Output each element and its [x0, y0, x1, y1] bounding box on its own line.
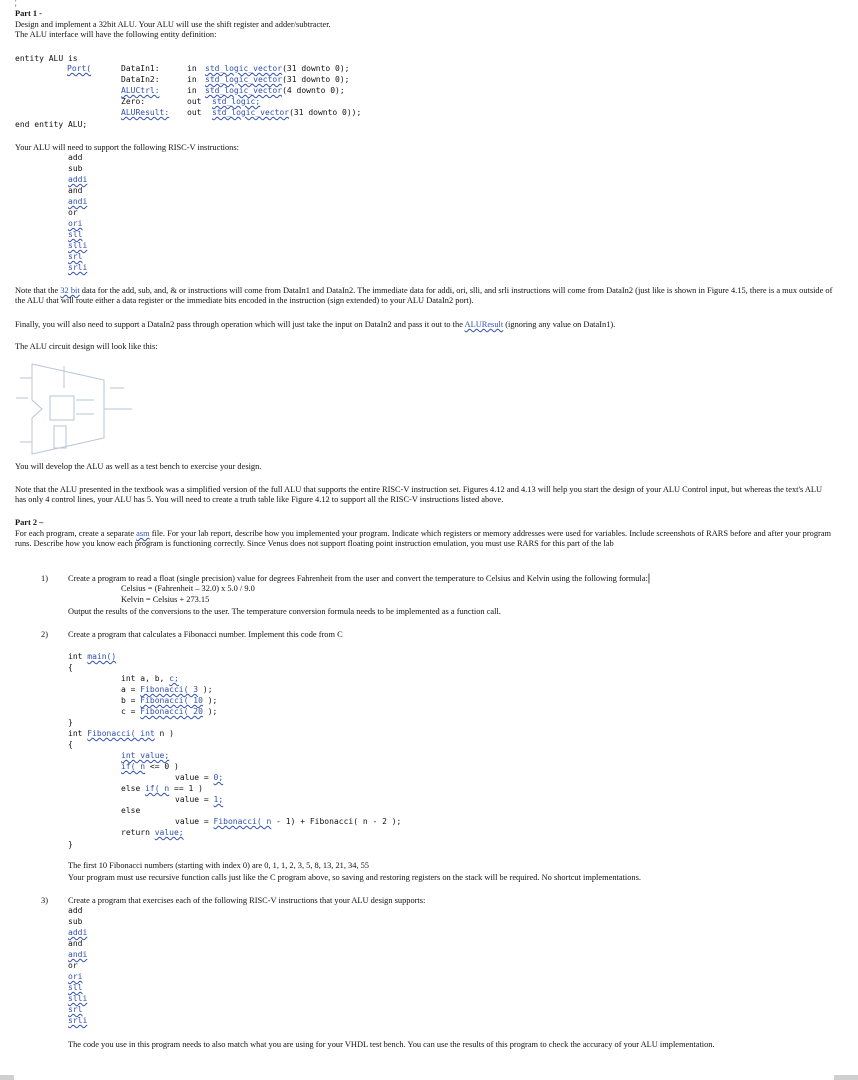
entity-type-rest: (31 downto 0);	[282, 75, 350, 84]
code-return	[121, 828, 184, 837]
code-text: value =	[175, 817, 214, 826]
code-brace: }	[68, 718, 73, 727]
entity-row-name: Zero:	[121, 97, 146, 106]
entity-type-rest: (31 downto 0));	[289, 108, 362, 117]
entity-row-type	[212, 108, 361, 117]
code-else-if	[121, 784, 203, 793]
code-recursive	[175, 817, 401, 826]
text-cursor-icon: |	[647, 572, 651, 584]
instruction-item: andi	[68, 197, 88, 206]
item2-number: 2)	[41, 630, 48, 639]
code-flagged: Fibonacci( n	[213, 817, 272, 826]
cursor-mark: ¦	[15, 0, 17, 7]
instruction-item: add	[68, 153, 83, 162]
instruction-item: and	[68, 186, 83, 195]
instruction-item: addi	[68, 175, 88, 184]
instruction-item: addi	[68, 928, 88, 937]
code-else: else	[121, 806, 141, 815]
code-flagged: 1;	[213, 795, 224, 804]
entity-close: end entity ALU;	[15, 120, 88, 129]
code-text: c =	[121, 707, 141, 716]
finally-text: Finally, you will also need to support a DataIn2 pass through operation which will just take the input on DataIn2 and pass it out to the	[15, 320, 465, 329]
scrollbar-left[interactable]	[0, 1075, 14, 1080]
entity-row-dir: out	[187, 97, 202, 106]
entity-type-rest: (31 downto 0);	[282, 64, 350, 73]
note-flagged-word: 32 bit	[60, 286, 80, 295]
code-text: n )	[154, 729, 174, 738]
code-flagged: if( n	[121, 762, 146, 771]
code-flagged: Fibonacci( int	[87, 729, 155, 738]
note-text: data for the add, sub, and, & or instructions will come from DataIn1 and DataIn2. The immediate data for addi, ori, slli, and srli instructions will come from DataIn2 (just like is shown in Figure 4.15, there is a mux outside of the ALU that will route either a data register or the immediate bits encoded in the instruction (sign extended) to your ALU DataIn2 port).	[15, 286, 833, 305]
entity-row-dir: in	[187, 64, 197, 73]
code-int-value: int value;	[121, 751, 170, 760]
part2-intro-text: file. For your lab report, describe how you implemented your program. Indicate which registers or memory addresses were used for variables. Include screenshots of RARS before and after your program runs. Describe how you know each program is functioning correctly. Since Venus does not support floating point instruction emulation, you must use RARS for this part of the lab	[15, 529, 832, 548]
instruction-item: sub	[68, 164, 83, 173]
formula-kelvin: Kelvin = Celsius + 273.15	[121, 595, 210, 604]
code-text: <= 0 )	[145, 762, 179, 771]
code-text: );	[202, 707, 218, 716]
instruction-item: slli	[68, 241, 88, 250]
code-brace: }	[68, 840, 73, 849]
code-value-0	[175, 773, 223, 782]
code-value-1	[175, 795, 223, 804]
formula-celsius: Celsius = (Fahrenheit – 32.0) x 5.0 / 9.0	[121, 584, 255, 593]
entity-type-a: std_logic_vector	[212, 108, 290, 117]
part2-intro	[15, 529, 835, 549]
part1-intro-2: The ALU interface will have the following entity definition:	[15, 30, 217, 39]
code-text: value =	[175, 795, 214, 804]
code-text: return	[121, 828, 155, 837]
code-text: == 1 )	[169, 784, 203, 793]
code-brace: {	[68, 663, 73, 672]
entity-type-a: std_logic_vector	[205, 75, 283, 84]
instruction-item: srli	[68, 263, 88, 272]
part2-intro-text: For each program, create a separate	[15, 529, 137, 538]
code-flagged: main()	[87, 652, 117, 661]
instruction-item: sll	[68, 983, 83, 992]
code-line-b	[121, 696, 217, 705]
part1-intro-1: Design and implement a 32bit ALU. Your ALU will use the shift register and adder/subtracter.	[15, 20, 331, 29]
support-line: Your ALU will need to support the following RISC-V instructions:	[15, 143, 239, 152]
circuit-line: The ALU circuit design will look like this:	[15, 342, 158, 351]
entity-type-a: std_logic_vector	[205, 64, 283, 73]
alu-shape	[32, 364, 104, 454]
instruction-item: slli	[68, 994, 88, 1003]
code-flagged: c;	[169, 674, 179, 683]
note-text: Note that the	[15, 286, 61, 295]
alu-circuit-diagram	[14, 358, 134, 460]
entity-row-name: ALUResult:	[121, 108, 170, 117]
code-text: b =	[121, 696, 141, 705]
item3-closing: The code you use in this program needs to also match what you are using for your VHDL test bench. You can use the results of this program to check the accuracy of your ALU implementation.	[68, 1040, 715, 1049]
entity-type-rest: (4 downto 0);	[282, 86, 345, 95]
item1-number: 1)	[41, 574, 48, 583]
code-flagged: 0;	[213, 773, 224, 782]
entity-row-dir: in	[187, 86, 197, 95]
alu-inner-block	[50, 396, 74, 420]
entity-open: entity ALU is	[15, 54, 78, 63]
note-paragraph-1	[15, 286, 835, 306]
port-keyword: Port(	[67, 64, 92, 73]
instruction-item: ori	[68, 219, 83, 228]
code-text: int a, b,	[121, 674, 170, 683]
code-text: int	[68, 652, 88, 661]
instruction-item: srli	[68, 1016, 88, 1025]
code-brace: {	[68, 740, 73, 749]
instruction-item: srl	[68, 1005, 83, 1014]
code-text: );	[202, 696, 218, 705]
code-line-c	[121, 707, 217, 716]
alu-diagram-svg	[14, 358, 134, 460]
entity-row-dir: in	[187, 75, 197, 84]
code-fib-signature	[68, 729, 174, 738]
instruction-item: ori	[68, 972, 83, 981]
item1-output-line: Output the results of the conversions to the user. The temperature conversion formula needs to be implemented as a function call.	[68, 607, 501, 616]
code-flagged: Fibonacci( 3	[140, 685, 199, 694]
item1-text-span: Create a program to read a float (single precision) value for degrees Fahrenheit from the user and convert the temperature to Celsius and Kelvin using the following formula:	[68, 574, 648, 583]
code-main-signature	[68, 652, 116, 661]
code-flagged: Fibonacci( 20	[140, 707, 203, 716]
code-flagged: value;	[154, 828, 184, 837]
alu-mux	[54, 426, 66, 448]
instruction-item: or	[68, 208, 78, 217]
note-paragraph-2: Note that the ALU presented in the textbook was a simplified version of the full ALU that supports the entire RISC-V instruction set. Figures 4.12 and 4.13 will help you start the design of your ALU Control input, but whereas the text's ALU has only 4 control lines, your ALU has 5. You will need to create a truth table like Figure 4.12 to support all the RISC-V instructions listed above.	[15, 485, 823, 504]
fibonacci-note-1: The first 10 Fibonacci numbers (starting with index 0) are 0, 1, 1, 2, 3, 5, 8, 13, 21, 34, 55	[68, 861, 369, 870]
scrollbar-right[interactable]	[834, 1075, 858, 1080]
entity-row-name: DataIn2:	[121, 75, 160, 84]
part2-flagged-word: asm	[136, 529, 150, 538]
code-text: a =	[121, 685, 141, 694]
code-text: - 1) + Fibonacci( n - 2 );	[271, 817, 402, 826]
alu-signal-lines	[76, 388, 124, 414]
entity-row-name: ALUCtrl:	[121, 86, 160, 95]
part2-heading: Part 2 –	[15, 518, 44, 527]
instruction-item: sub	[68, 917, 83, 926]
fibonacci-note-2: Your program must use recursive function calls just like the C program above, so saving and restoring registers on the stack will be required. No shortcut implementations.	[68, 873, 641, 882]
code-flagged: Fibonacci( 10	[140, 696, 203, 705]
item3-text: Create a program that exercises each of the following RISC-V instructions that your ALU design supports:	[68, 896, 426, 905]
code-text: else	[121, 784, 146, 793]
entity-row-dir: out	[187, 108, 202, 117]
instruction-item: sll	[68, 230, 83, 239]
instruction-item: add	[68, 906, 83, 915]
part1-heading: Part 1 -	[15, 9, 42, 18]
entity-row-type	[205, 75, 350, 84]
finally-paragraph	[15, 320, 835, 330]
item2-text: Create a program that calculates a Fibonacci number. Implement this code from C	[68, 630, 343, 639]
instruction-item: and	[68, 939, 83, 948]
develop-line: You will develop the ALU as well as a test bench to exercise your design.	[15, 462, 262, 471]
entity-row-name: DataIn1:	[121, 64, 160, 73]
code-text: );	[198, 685, 213, 694]
finally-text: (ignoring any value on DataIn1).	[503, 320, 616, 329]
code-flagged: if( n	[145, 784, 170, 793]
code-text: value =	[175, 773, 214, 782]
item3-number: 3)	[41, 896, 48, 905]
entity-row-type	[205, 64, 350, 73]
instruction-item: srl	[68, 252, 83, 261]
code-line-a	[121, 685, 213, 694]
item1-text	[68, 574, 650, 583]
instruction-item: andi	[68, 950, 88, 959]
entity-row-type	[205, 86, 345, 95]
finally-flagged-word: ALUResult	[464, 320, 504, 329]
code-decl	[121, 674, 179, 683]
entity-type-a: std_logic_vector	[205, 86, 283, 95]
code-text: int	[68, 729, 88, 738]
instruction-item: or	[68, 961, 78, 970]
code-if	[121, 762, 179, 771]
entity-row-type: std_logic;	[212, 97, 261, 106]
